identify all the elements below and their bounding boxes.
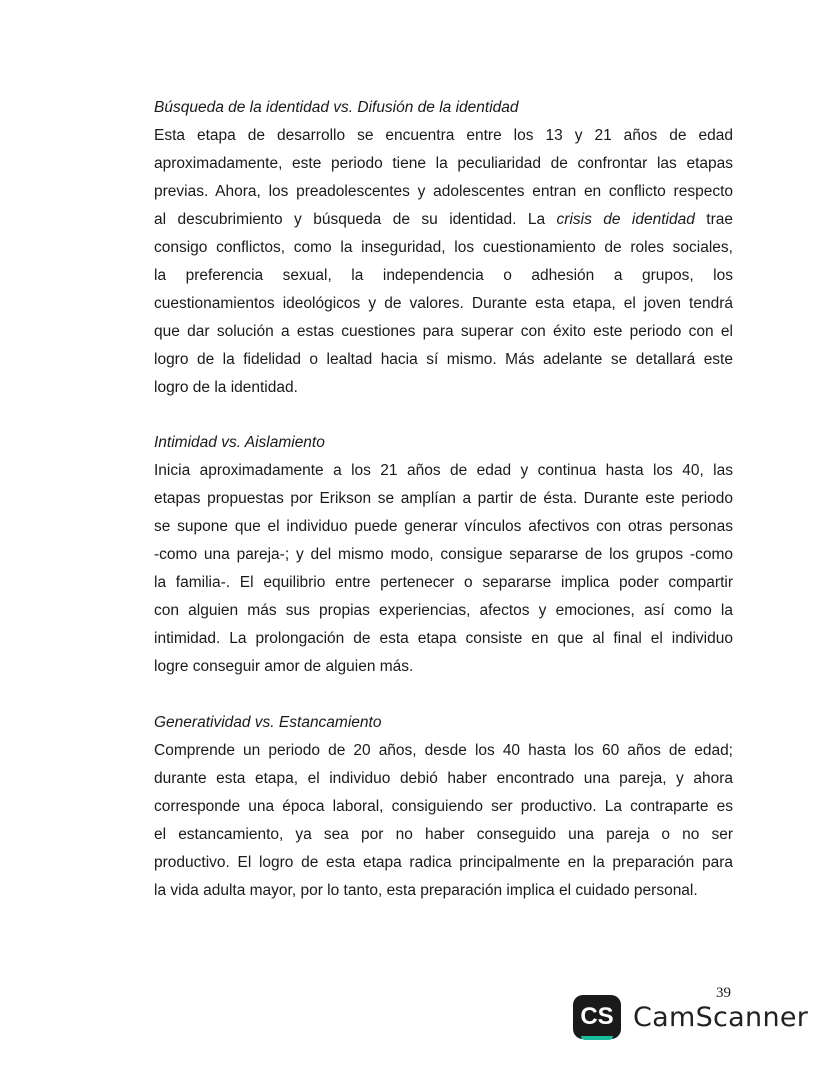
paragraph-line: Inicia aproximadamente a los 21 años de edad y continua hasta los 40, las <box>154 462 733 479</box>
paragraph-line: cuestionamientos ideológicos y de valores. Durante esta etapa, el joven tendrá <box>154 295 733 312</box>
paragraph-line: Esta etapa de desarrollo se encuentra entre los 13 y 21 años de edad <box>154 127 733 144</box>
paragraph-line: corresponde una época laboral, consiguiendo ser productivo. La contraparte es <box>154 798 733 815</box>
paragraph-line: con alguien más sus propias experiencias, afectos y emociones, así como la <box>154 602 733 619</box>
section-heading: Generatividad vs. Estancamiento <box>154 714 382 731</box>
paragraph-line: intimidad. La prolongación de esta etapa consiste en que al final el individuo <box>154 630 733 647</box>
paragraph-line: la vida adulta mayor, por lo tanto, esta preparación implica el cuidado personal. <box>154 882 698 899</box>
paragraph-line: que dar solución a estas cuestiones para superar con éxito este periodo con el <box>154 323 733 340</box>
paragraph-line: previas. Ahora, los preadolescentes y adolescentes entran en conflicto respecto <box>154 183 733 200</box>
camscanner-brand-text: CamScanner <box>633 1001 809 1033</box>
paragraph-line: la familia-. El equilibrio entre pertenecer o separarse implica poder compartir <box>154 574 733 591</box>
paragraph-line: logre conseguir amor de alguien más. <box>154 658 414 675</box>
paragraph-line: se supone que el individuo puede generar vínculos afectivos con otras personas <box>154 518 733 535</box>
italic-term: crisis de identidad <box>556 211 695 228</box>
section-heading: Intimidad vs. Aislamiento <box>154 434 325 451</box>
paragraph-line: consigo conflictos, como la inseguridad, los cuestionamiento de roles sociales, <box>154 239 733 256</box>
section-3 <box>154 709 733 905</box>
paragraph-line: al descubrimiento y búsqueda de su identidad. La crisis de identidad trae <box>154 211 733 228</box>
camscanner-logo-icon: CS <box>573 995 621 1039</box>
section-heading: Búsqueda de la identidad vs. Difusión de la identidad <box>154 99 519 116</box>
camscanner-watermark <box>573 994 808 1040</box>
paragraph-line: aproximadamente, este periodo tiene la peculiaridad de confrontar las etapas <box>154 155 733 172</box>
paragraph-line: -como una pareja-; y del mismo modo, consigue separarse de los grupos -como <box>154 546 733 563</box>
paragraph-line: Comprende un periodo de 20 años, desde los 40 hasta los 60 años de edad; <box>154 742 733 759</box>
paragraph-line: el estancamiento, ya sea por no haber conseguido una pareja o no ser <box>154 826 733 843</box>
paragraph-line: logro de la identidad. <box>154 379 298 396</box>
paragraph-line: logro de la fidelidad o lealtad hacia sí mismo. Más adelante se detallará este <box>154 351 733 368</box>
section-1 <box>154 94 733 402</box>
paragraph-line: la preferencia sexual, la independencia o adhesión a grupos, los <box>154 267 733 284</box>
paragraph-line: productivo. El logro de esta etapa radica principalmente en la preparación para <box>154 854 733 871</box>
page-number: 39 <box>716 985 731 1001</box>
paragraph-line: durante esta etapa, el individuo debió haber encontrado una pareja, y ahora <box>154 770 733 787</box>
paragraph-line: etapas propuestas por Erikson se amplían a partir de ésta. Durante este periodo <box>154 490 733 507</box>
section-2 <box>154 429 733 681</box>
